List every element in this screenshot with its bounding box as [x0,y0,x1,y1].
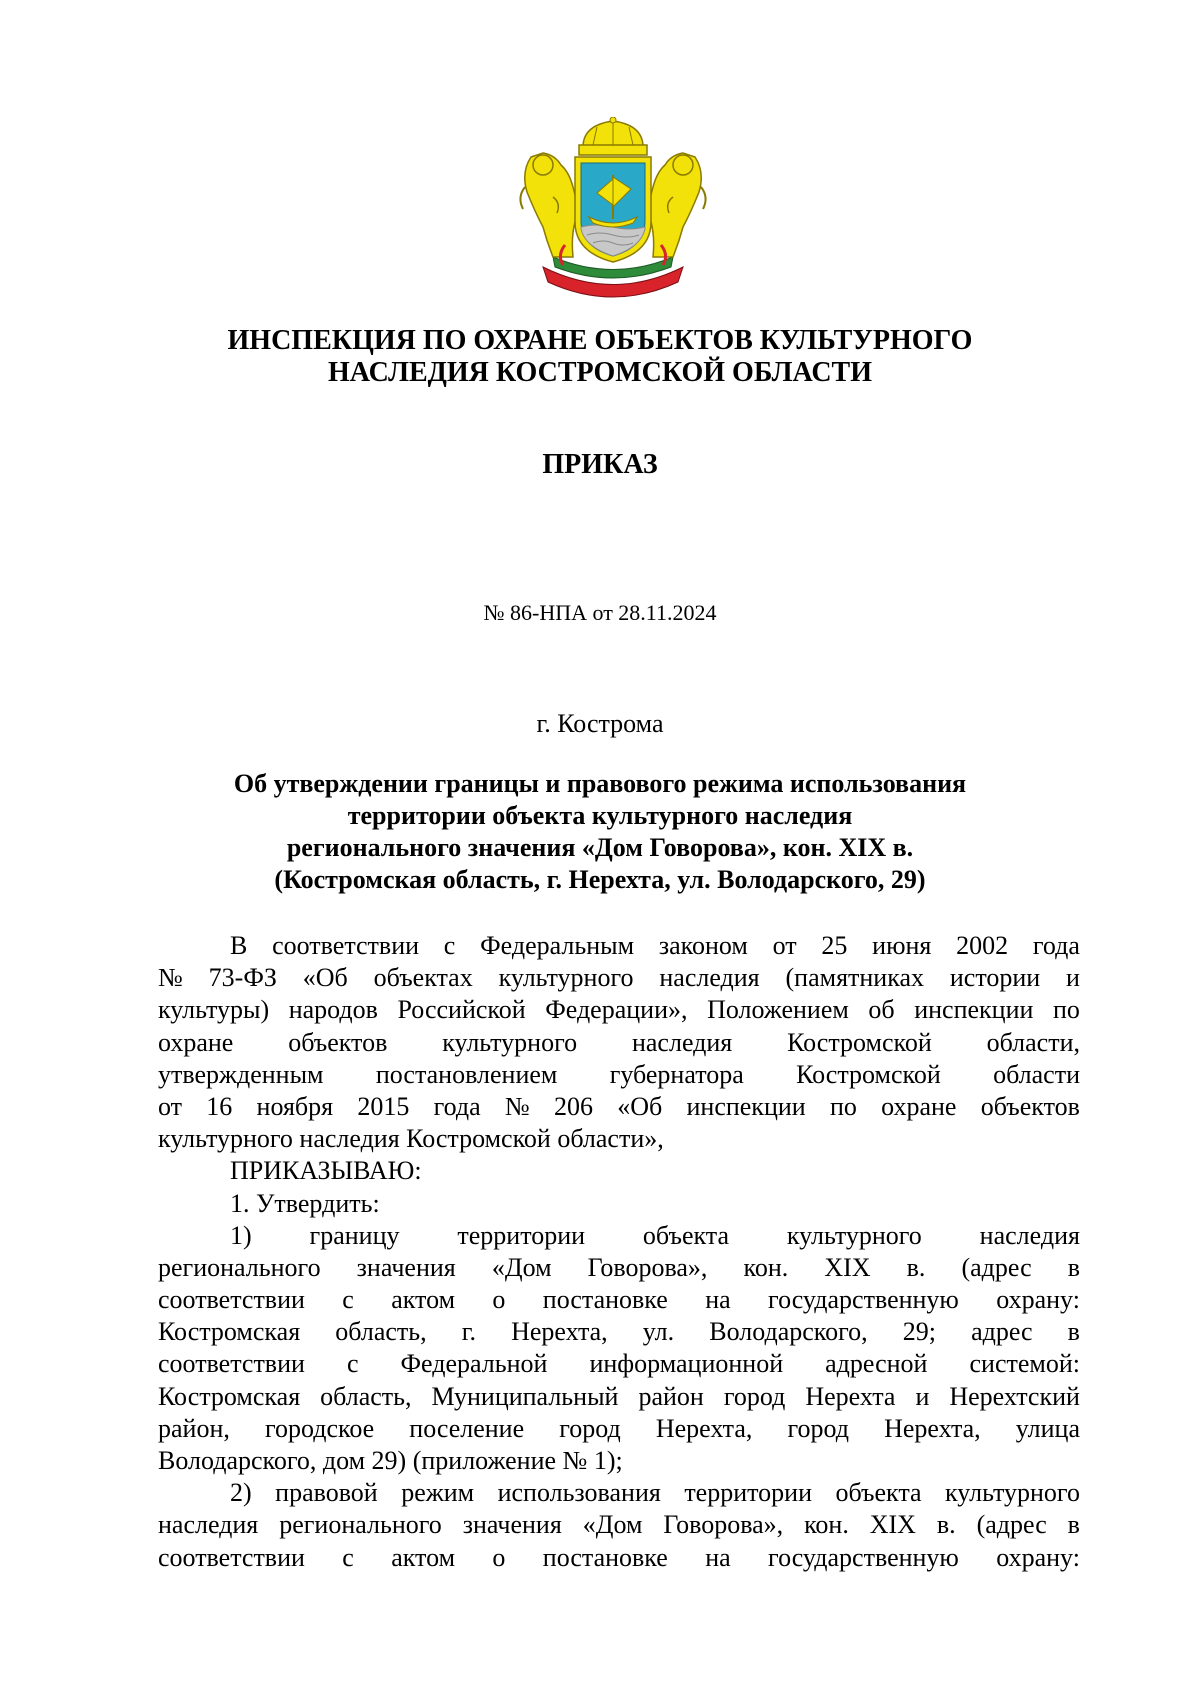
body-line: Володарского, дом 29) (приложение № 1); [158,1446,623,1475]
body-line: 1) границу территории объекта культурного наследия [230,1220,1080,1250]
org-line-2: НАСЛЕДИЯ КОСТРОМСКОЙ ОБЛАСТИ [327,357,873,388]
body-line: от 16 ноября 2015 года № 206 «Об инспекции по охране объектов [158,1091,1080,1121]
body-line: наследия регионального значения «Дом Говорова», кон. XIX в. (адрес в [158,1510,1080,1540]
body-line: охране объектов культурного наследия Костромской области, [158,1027,1080,1057]
body-line: соответствии с актом о постановке на государственную охрану: [158,1285,1080,1315]
order-word: ПРИКАЗЫВАЮ: [230,1156,422,1186]
body-line: № 73-ФЗ «Об объектах культурного наследия (памятниках истории и [158,963,1080,993]
body-line: утвержденным постановлением губернатора Костромской области [158,1059,1080,1089]
document-subject [100,768,1100,896]
kostroma-coat-of-arms-icon [513,117,713,302]
body-line: культуры) народов Российской Федерации», Положением об инспекции по [158,995,1080,1025]
subject-line-1: Об утверждении границы и правового режима использования [233,769,967,798]
subject-line-3: регионального значения «Дом Говорова», кон. XIX в. [286,833,914,862]
document-city: г. Кострома [536,709,664,738]
body-line: Костромская область, Муниципальный район город Нерехта и Нерехтский [158,1381,1080,1411]
body-line: соответствии с актом о постановке на государственную охрану: [158,1542,1080,1572]
org-line-1: ИНСПЕКЦИЯ ПО ОХРАНЕ ОБЪЕКТОВ КУЛЬТУРНОГО [227,325,973,356]
document-number-date: № 86-НПА от 28.11.2024 [483,600,717,625]
body-line: Костромская область, г. Нерехта, ул. Володарского, 29; адрес в [158,1317,1080,1347]
document-body [158,930,1080,1574]
subject-line-4: (Костромская область, г. Нерехта, ул. Володарского, 29) [274,865,926,894]
organization-name [100,325,1100,389]
body-line: 2) правовой режим использования территории объекта культурного [230,1478,1080,1508]
body-line: культурного наследия Костромской области», [158,1124,664,1154]
body-line: В соответствии с Федеральным законом от 25 июня 2002 года [230,931,1080,960]
item-1: 1. Утвердить: [230,1188,380,1218]
body-line: район, городское поселение город Нерехта, город Нерехта, улица [158,1413,1080,1443]
document-type: ПРИКАЗ [542,449,658,480]
subject-line-2: территории объекта культурного наследия [347,801,853,830]
body-line: соответствии с Федеральной информационной адресной системой: [158,1349,1080,1379]
body-line: регионального значения «Дом Говорова», кон. XIX в. (адрес в [158,1252,1080,1282]
